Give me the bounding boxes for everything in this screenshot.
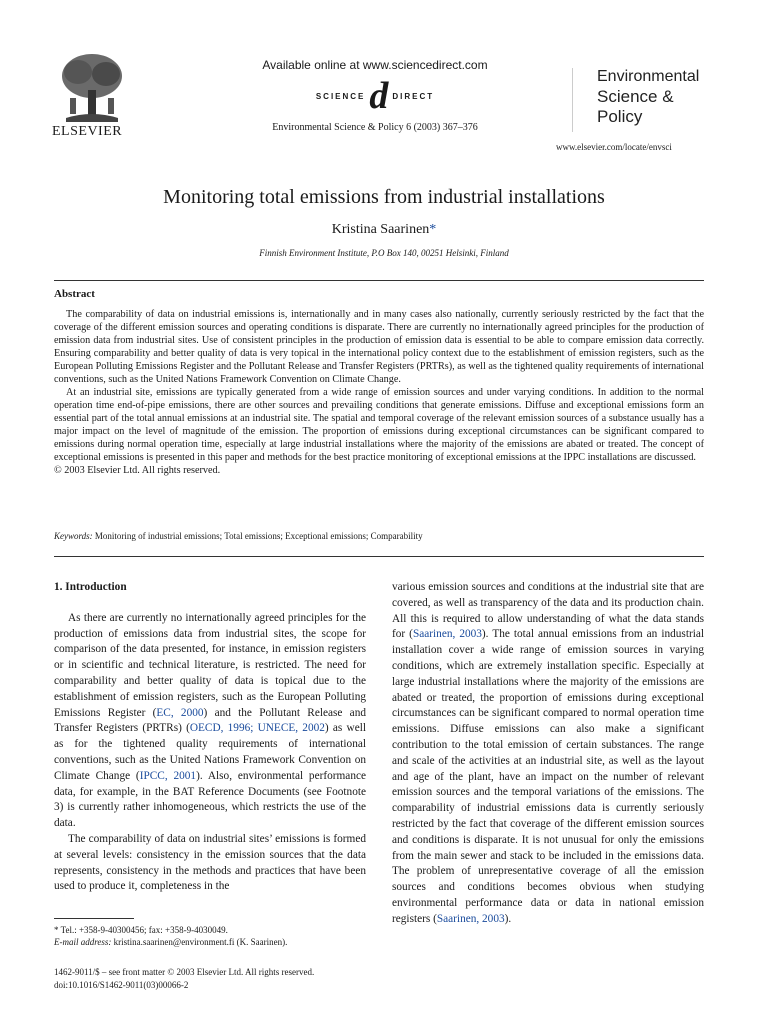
issn-line: 1462-9011/$ – see front matter © 2003 Elsevier Ltd. All rights reserved. xyxy=(54,967,315,977)
footnote-tel: * Tel.: +358-9-40300456; fax: +358-9-4030049. xyxy=(54,925,228,935)
abstract-copyright: © 2003 Elsevier Ltd. All rights reserved. xyxy=(54,465,221,476)
journal-logo-line2: Science & Policy xyxy=(597,87,674,126)
text-span: ) and the Pollutant Release and Transfer Registers (PRTRs) ( xyxy=(54,706,366,735)
keywords-list: Monitoring of industrial emissions; Total emissions; Exceptional emissions; Comparability xyxy=(94,531,423,541)
text-span: various emission sources and conditions at the industrial site that are covered, as well as transparency of the data and its production chain. All this is required to allow understanding of what the data stands for ( xyxy=(392,581,704,641)
abstract-paragraph-1: The comparability of data on industrial emissions is, internationally and in many cases also nationally, currently seriously restricted by the fact that the coverage of the different emission sources and operating conditions is disparate. There are currently no internationally agreed principles for the production of emission data from industrial sites. Use of consistent principles in the production of emission data is essential to be able to compare emission data correctly. Ensuring comparability and better quality of data is very topical in the international policy context due to the establishment of emission registers, such as the European Polluting Emissions Register and the Pollutant Release and Transfer Registers (PRTRs), as well as the tightened quality requirements of international conventions, such as the United Nations Framework Convention on Climate Change. xyxy=(54,309,704,385)
citation-link[interactable]: EC, 2000 xyxy=(156,706,204,719)
citation-link[interactable]: IPCC, 2001 xyxy=(139,769,197,782)
text-span: ). The total annual emissions from an industrial installation cover a wide range of emission sources in varying conditions, which are extremely installation specific. Especially at large industrial installations where the majority of the emissions are abated or treated, the proportion of emissions during exceptional circumstances can be significant compared to normal operation time emissions. Diffuse emissions can also make a significant contribution to the total emission of certain substances. The range and scale of the activities at an industrial site, as well as the layout and age of the plant, have an impact on the number of relevant emission sources and the temporal variations of the emissions. The comparability of industrial emissions data is currently seriously restricted by the fact that coverage of the different emission sources and conditions is disparate. It is not unusual for only the emissions from the main sewer and stack to be included in the emissions data. The problem of unrepresentative coverage of all the emission sources and conditions becomes obvious when studying environmental performance data or data in national emission registers ( xyxy=(392,628,705,925)
text-span: ) as well as for the tightened quality requirements of international conventions, such as the United Nations Framework Convention on Climate Change ( xyxy=(54,722,366,782)
divider-top xyxy=(54,280,704,281)
text-span: ). xyxy=(504,912,512,925)
page-header xyxy=(0,0,768,160)
journal-url[interactable]: www.elsevier.com/locate/envsci xyxy=(556,142,672,152)
elsevier-logo xyxy=(52,52,132,144)
email-label: E-mail address: xyxy=(54,937,112,947)
footnote-divider xyxy=(54,918,134,919)
email-address[interactable]: kristina.saarinen@environment.fi (K. Saarinen). xyxy=(111,937,288,947)
abstract-heading: Abstract xyxy=(54,288,95,300)
intro-paragraph-continued xyxy=(392,580,704,928)
sciencedirect-banner xyxy=(230,58,520,133)
keywords xyxy=(54,531,704,541)
section-heading: 1. Introduction xyxy=(54,581,127,593)
sd-right-text: DIRECT xyxy=(392,91,435,101)
sciencedirect-logo xyxy=(230,75,520,117)
footnote-email xyxy=(54,936,366,948)
author-affiliation: Finnish Environment Institute, P.O Box 140, 00251 Helsinki, Finland xyxy=(259,248,509,258)
citation-link[interactable]: OECD, 1996; UNECE, 2002 xyxy=(189,722,325,735)
abstract-paragraph-2: At an industrial site, emissions are typically generated from a wide range of emission sources and under varying conditions. In addition to the normal operation time end-of-pipe emissions, there are other sources and prevailing conditions that generate emissions. Diffuse and exceptional emissions form an essential part of the total annual emissions at an industrial site. The spatial and temporal coverage of the relevant emission sources of a substance usually has a major impact on the level of magnitude of the emission. The proportion of emissions during exceptional circumstances can be significant compared to emissions during normal operation time, especially at large industrial installations where the majority of the emissions are abated or treated. The concept of exceptional emissions is presented in this paper and methods for the best practice monitoring of exceptional emissions at the IPPC installations are discussed. xyxy=(54,387,704,463)
author-footnote-mark[interactable]: * xyxy=(429,222,437,237)
article-title: Monitoring total emissions from industrial installations xyxy=(163,186,605,208)
text-span: As there are currently no internationally agreed principles for the production of emissions data from industrial sites, the scope for comparison of the data presented, for instance, in emission registers or in scientific and technical literature, is restricted. The need for comparability and better quality of data is topical due to the establishment of emission registers, such as the European Polluting Emissions Register ( xyxy=(54,611,366,719)
citation-link[interactable]: Saarinen, 2003 xyxy=(412,628,482,641)
sd-at-icon: d xyxy=(369,75,389,117)
abstract-body xyxy=(54,308,704,477)
available-online-text: Available online at www.sciencedirect.com xyxy=(262,58,488,72)
publisher-name: ELSEVIER xyxy=(52,124,123,139)
citation-link[interactable]: Saarinen, 2003 xyxy=(436,912,505,925)
journal-logo xyxy=(572,68,722,132)
elsevier-tree-icon xyxy=(56,52,128,122)
footnote xyxy=(54,924,366,948)
body-column-left xyxy=(54,580,366,895)
text-span: ). Also, environmental performance data, for example, in the BAT Reference Documents (see Footnote 3) is currently rather inhomogeneous, which restricts the use of the data. xyxy=(54,769,366,830)
journal-logo-line1: Environmental xyxy=(597,68,700,85)
journal-reference: Environmental Science & Policy 6 (2003) 367–376 xyxy=(272,122,478,133)
doi-line[interactable]: doi:10.1016/S1462-9011(03)00066-2 xyxy=(54,980,189,990)
author-line xyxy=(0,222,768,238)
divider-bottom xyxy=(54,556,704,557)
author-name: Kristina Saarinen xyxy=(331,222,430,237)
front-matter xyxy=(54,966,394,992)
intro-paragraph-1 xyxy=(54,611,366,832)
keywords-label: Keywords: xyxy=(54,531,93,541)
intro-paragraph-2: The comparability of data on industrial sites’ emissions is formed at several levels: consistency in the emission sources that the data represents, consistency in the methods and practices that have been used to produce it, completeness in the xyxy=(54,832,366,893)
body-column-right xyxy=(392,580,704,928)
sd-left-text: SCIENCE xyxy=(315,91,366,101)
